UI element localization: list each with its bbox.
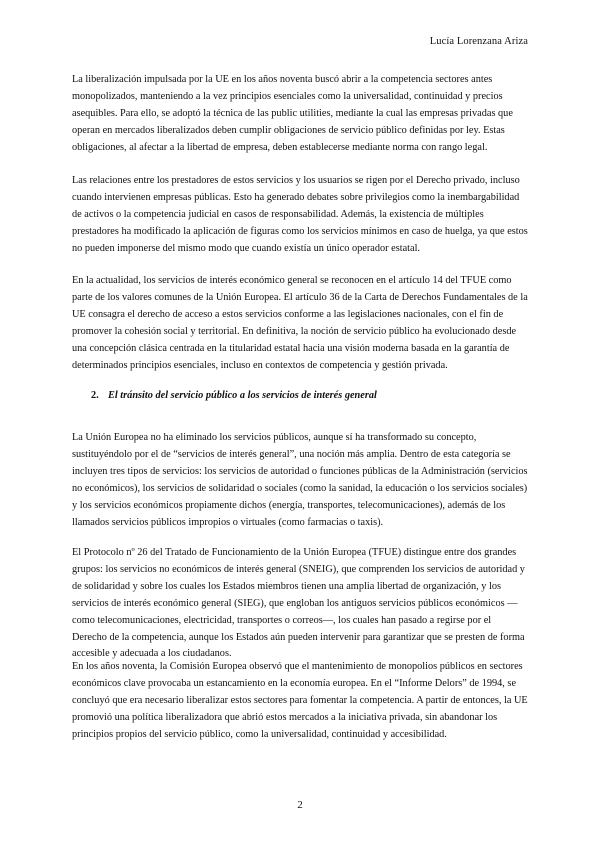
paragraph-3: En la actualidad, los servicios de interés económico general se reconocen en el artículo 14 del TFUE como parte de los valores comunes de la Unión Europea. El artículo 36 de la Carta de Derechos Fundamentales de la UE consagra el derecho de acceso a estos servicios conforme a las legislaciones nacionales, con el fin de promover la cohesión social y territorial. En definitiva, la noción de servicio público ha evolucionado desde una concepción clásica centrada en la titularidad estatal hacia una visión moderna basada en la garantía de determinados principios esenciales, incluso en contextos de competencia y gestión privada.	[72, 275, 528, 371]
paragraph-6: En los años noventa, la Comisión Europea observó que el mantenimiento de monopolios públicos en sectores económicos clave provocaba un estancamiento en la economía europea. En el “Informe Delors” de 1994, se concluyó que era necesario liberalizar estos sectores para fomentar la competencia. A partir de entonces, la UE promovió una política liberalizadora que abrió estos mercados a la iniciativa privada, sin abandonar los principios propios del servicio público, como la universalidad, continuidad y accesibilidad.	[72, 661, 528, 740]
header-author: Lucía Lorenzana Ariza	[429, 36, 528, 47]
section-heading	[91, 390, 377, 401]
paragraph-2: Las relaciones entre los prestadores de estos servicios y los usuarios se rigen por el Derecho privado, incluso cuando intervienen empresas públicas. Esto ha generado debates sobre privilegios como la inembargabilidad de activos o la competencia judicial en casos de responsabilidad. Además, la existencia de múltiples prestadores ha modificado la aplicación de figuras como los servicios mínimos en caso de huelga, ya que estos no pueden imponerse del mismo modo que cuando existía un único operador estatal.	[72, 175, 528, 254]
section-number: 2.	[91, 390, 99, 401]
paragraph-1: La liberalización impulsada por la UE en los años noventa buscó abrir a la competencia sectores antes monopolizados, manteniendo a la vez principios esenciales como la universalidad, continuidad y precios asequibles. Para ello, se adoptó la técnica de las public utilities, mediante la cual las empresas privadas que operan en mercados liberalizados deben cumplir obligaciones de servicio público definidas por ley. Estas obligaciones, al afectar a la libertad de empresa, deben establecerse mediante norma con rango legal.	[72, 74, 513, 153]
section-title: El tránsito del servicio público a los servicios de interés general	[108, 390, 377, 401]
page-number: 2	[297, 799, 303, 811]
paragraph-4: La Unión Europea no ha eliminado los servicios públicos, aunque sí ha transformado su concepto, sustituyéndolo por el de “servicios de interés general”, una noción más amplia. Dentro de esta categoría se incluyen tres tipos de servicios: los servicios de autoridad o funciones públicas de la Administración (servicios no económicos), los servicios de solidaridad o sociales (como la sanidad, la educación o los servicios sociales) y los servicios económicos propiamente dichos (energía, transportes, telecomunicaciones), además de los llamados servicios públicos impropios o virtuales (como farmacias o taxis).	[72, 432, 528, 528]
paragraph-5: El Protocolo nº 26 del Tratado de Funcionamiento de la Unión Europea (TFUE) distingue entre dos grandes grupos: los servicios no económicos de interés general (SNEIG), que comprenden los servicios de autoridad y de solidaridad y sobre los cuales los Estados miembros tienen una amplia libertad de organización, y los servicios de interés económico general (SIEG), que engloban los antiguos servicios públicos económicos —como telecomunicaciones, electricidad, transportes o correos—, los cuales han pasado a regirse por el Derecho de la competencia, aunque los Estados aún pueden intervenir para garantizar que se presten de forma accesible y adecuada a los ciudadanos.	[72, 547, 525, 660]
